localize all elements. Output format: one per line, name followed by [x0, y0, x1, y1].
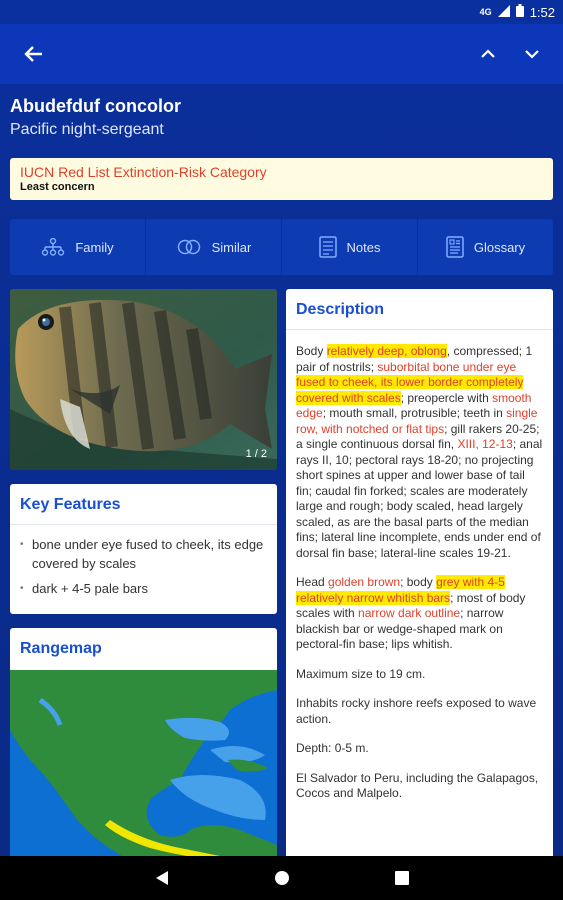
species-scientific-name: Abudefduf concolor: [10, 96, 181, 116]
highlighted-term[interactable]: grey with 4-5 relatively narrow whitish bars: [296, 575, 505, 605]
description-text: ; most of body scales with: [296, 590, 526, 620]
nav-back-button[interactable]: [150, 866, 174, 890]
glossary-term[interactable]: narrow dark outline: [358, 606, 461, 620]
key-feature-item: • dark + 4-5 pale bars: [32, 579, 267, 598]
clock: 1:52: [529, 4, 555, 20]
description-paragraph: [296, 575, 543, 653]
nav-home-button[interactable]: [270, 866, 294, 890]
glossary-icon: [446, 236, 464, 258]
nav-recents-button[interactable]: [390, 866, 414, 890]
arrow-left-icon: [24, 44, 44, 64]
network-label: 4G: [479, 7, 492, 17]
similar-circles-icon: [176, 239, 202, 255]
description-distribution: El Salvador to Peru, including the Galapagos, Cocos and Malpelo.: [296, 770, 539, 800]
description-text: , compressed; 1 pair of nostrils;: [296, 344, 533, 374]
key-features-title: Key Features: [10, 484, 277, 525]
tab-family[interactable]: [10, 219, 146, 275]
iucn-label: IUCN Red List Extinction-Risk Category: [20, 164, 267, 180]
previous-species-button[interactable]: [472, 38, 504, 70]
status-bar: [0, 0, 563, 24]
species-tabs: [10, 219, 553, 275]
tab-glossary[interactable]: [418, 219, 553, 275]
photo-counter: 1 / 2: [245, 448, 267, 460]
key-feature-item: • bone under eye fused to cheek, its edge covered by scales: [32, 535, 267, 573]
glossary-term[interactable]: suborbital bone under eye: [377, 359, 517, 374]
species-page: [0, 84, 563, 856]
tab-similar-label: Similar: [211, 239, 252, 255]
glossary-term[interactable]: XIII, 12-13: [457, 437, 513, 451]
highlighted-term[interactable]: fused to cheek, its lower border completely covered with scales: [296, 375, 524, 405]
next-species-button[interactable]: [516, 38, 548, 70]
iucn-status-card: [10, 158, 553, 200]
notes-icon: [319, 236, 337, 258]
tab-notes[interactable]: [282, 219, 418, 275]
circle-home-icon: [274, 870, 290, 886]
highlighted-term[interactable]: relatively deep, oblong: [326, 344, 447, 358]
species-common-name: Pacific night-sergeant: [10, 121, 164, 138]
description-text: ; preopercle with: [400, 390, 493, 405]
system-nav-bar: [0, 856, 563, 900]
fish-photo-image: [10, 289, 277, 470]
battery-icon: [516, 4, 524, 20]
description-size: Maximum size to 19 cm.: [296, 666, 426, 681]
description-depth: Depth: 0-5 m.: [296, 741, 369, 755]
glossary-term[interactable]: golden brown: [328, 575, 401, 589]
description-text: ; anal rays II, 10; pectoral rays 18-20; no projecting short spines at upper and lower base of tail fin; caudal fin forked; scales are moderately large and rough; body scaled, head largely scaled, as are the basal parts of the median fins; lateral line incomplete, ends under end of dorsal fin base; lateral-line scales 19-21.: [296, 437, 543, 560]
triangle-back-icon: [155, 870, 169, 886]
range-map-image: [10, 670, 277, 858]
tab-glossary-label: Glossary: [473, 239, 526, 255]
tab-family-label: Family: [75, 239, 114, 255]
signal-icon: [498, 5, 510, 20]
app-bar: [0, 24, 563, 84]
back-button[interactable]: [18, 38, 50, 70]
glossary-term[interactable]: single row, with notched or flat tips: [296, 406, 538, 436]
square-recents-icon: [395, 871, 409, 885]
description-card: [286, 289, 553, 859]
description-body: [286, 330, 553, 802]
key-features-list: [10, 525, 277, 598]
iucn-value: Least concern: [20, 181, 95, 193]
description-habitat: Inhabits rocky inshore reefs exposed to wave action.: [296, 696, 537, 726]
chevron-down-icon: [524, 46, 540, 62]
description-text: ; narrow blackish bar or wedge-shaped mark on pectoral-fin base; lips whitish.: [296, 606, 504, 651]
family-tree-icon: [41, 238, 65, 256]
description-text: Head: [296, 575, 329, 589]
description-paragraph: [296, 344, 543, 561]
description-title: Description: [286, 289, 553, 330]
rangemap-title: Rangemap: [20, 640, 102, 657]
glossary-term[interactable]: smooth edge: [296, 390, 532, 420]
species-photo[interactable]: [10, 289, 277, 470]
tab-notes-label: Notes: [346, 239, 381, 255]
rangemap-card[interactable]: [10, 628, 277, 858]
key-features-card: [10, 484, 277, 614]
description-text: Body: [296, 344, 327, 358]
description-text: ; gill rakers 20-25; a single continuous dorsal fin,: [296, 421, 540, 451]
range-map[interactable]: [10, 670, 277, 858]
description-text: ; body: [400, 575, 437, 589]
chevron-up-icon: [480, 46, 496, 62]
description-text: ; mouth small, protrusible; teeth in: [322, 406, 507, 420]
tab-similar[interactable]: [146, 219, 282, 275]
